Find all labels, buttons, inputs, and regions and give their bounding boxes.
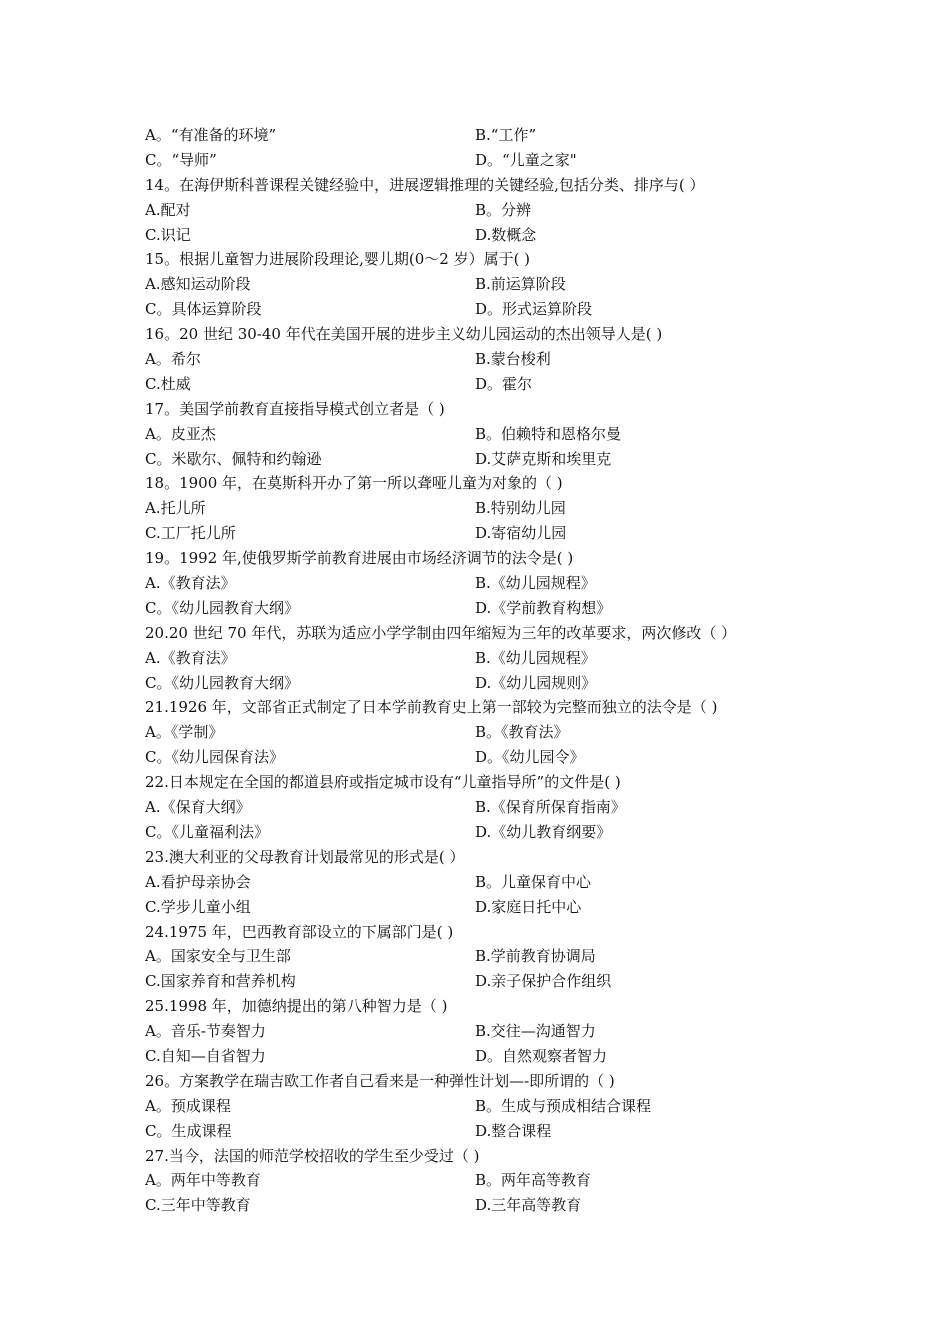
option-left: A。预成课程 [145,1096,231,1115]
question-stem: 21.1926 年，文部省正式制定了日本学前教育史上第一部较为完整而独立的法令是（ ) [145,698,718,717]
option-left: A.配对 [145,200,191,219]
option-row [145,198,805,223]
option-left: A。两年中等教育 [145,1171,261,1190]
option-left: C。《幼儿园教育大纲》 [145,598,299,617]
option-row [145,1094,805,1119]
option-right: D.数概念 [475,225,537,244]
question-stem: 17。美国学前教育直接指导模式创立者是（ ) [145,399,445,418]
option-right: B.学前教育协调局 [475,947,596,966]
option-right: B.《幼儿园规程》 [475,574,596,593]
option-right: B.《保育所保育指南》 [475,798,626,817]
option-row [145,671,805,696]
question-list [145,123,805,1218]
option-right: D.《幼儿教育纲要》 [475,822,612,841]
option-row [145,1168,805,1193]
option-row [145,347,805,372]
option-left: A.《教育法》 [145,574,236,593]
question-stem: 20.20 世纪 70 年代，苏联为适应小学学制由四年缩短为三年的改革要求，两次修改（ ） [145,623,737,642]
option-row [145,969,805,994]
question-stem: 23.澳大利亚的父母教育计划最常见的形式是( ） [145,847,465,866]
option-left: C.杜威 [145,374,191,393]
option-right: B.交往—沟通智力 [475,1022,596,1041]
option-right: B.蒙台梭利 [475,350,551,369]
option-row [145,646,805,671]
question-stem: 15。根据儿童智力进展阶段理论,婴儿期(0～2 岁）属于( ) [145,250,531,269]
option-left: C。“导师” [145,150,217,169]
option-left: A.《保育大纲》 [145,798,251,817]
option-right: D。形式运算阶段 [475,300,593,319]
option-row [145,422,805,447]
option-right: D。自然观察者智力 [475,1046,608,1065]
option-left: A。希尔 [145,350,201,369]
option-right: D.整合课程 [475,1121,552,1140]
option-right: B。儿童保育中心 [475,872,592,891]
option-right: D.艾萨克斯和埃里克 [475,449,612,468]
option-row [145,148,805,173]
option-left: C.学步儿童小组 [145,897,251,916]
option-row [145,1019,805,1044]
option-row [145,571,805,596]
option-left: C。米歇尔、佩特和约翰逊 [145,449,322,468]
option-row [145,521,805,546]
option-right: D.家庭日托中心 [475,897,582,916]
option-right: B。生成与预成相结合课程 [475,1096,652,1115]
option-row [145,372,805,397]
question-stem: 27.当今，法国的师范学校招收的学生至少受过（ ) [145,1146,480,1165]
option-row [145,745,805,770]
question-stem: 14。在海伊斯科普课程关键经验中，进展逻辑推理的关键经验,包括分类、排序与( ） [145,175,705,194]
option-right: B.“工作” [475,126,537,144]
option-right: D。霍尔 [475,374,533,393]
option-row [145,944,805,969]
option-row [145,496,805,521]
option-row [145,1044,805,1069]
question-stem: 22.日本规定在全国的都道县府或指定城市设有“儿童指导所”的文件是( ) [145,773,621,792]
option-right: D.三年高等教育 [475,1196,582,1215]
option-row [145,123,805,148]
option-right: B。伯赖特和恩格尔曼 [475,424,622,443]
option-left: C。《儿童福利法》 [145,822,269,841]
option-right: D。《幼儿园令》 [475,748,585,767]
question-stem: 26。方案教学在瑞吉欧工作者自己看来是一种弹性计划—-即所谓的（ ) [145,1071,615,1090]
option-right: D.《学前教育构想》 [475,598,612,617]
option-row [145,870,805,895]
option-left: A.托儿所 [145,499,206,518]
option-left: C.三年中等教育 [145,1196,251,1215]
option-left: A。音乐-节奏智力 [145,1022,266,1041]
option-right: D.《幼儿园规则》 [475,673,597,692]
option-right: B。《教育法》 [475,723,569,742]
option-left: C。《幼儿园教育大纲》 [145,673,299,692]
option-row [145,596,805,621]
question-stem: 19。1992 年,使俄罗斯学前教育进展由市场经济调节的法令是( ) [145,549,574,568]
option-row [145,1119,805,1144]
option-left: C。生成课程 [145,1121,232,1140]
option-left: A。皮亚杰 [145,424,216,443]
option-right: D。“儿童之家" [475,150,577,169]
option-right: D.亲子保护合作组织 [475,972,612,991]
question-stem: 16。20 世纪 30-40 年代在美国开展的进步主义幼儿园运动的杰出领导人是( ) [145,325,663,344]
option-row [145,820,805,845]
option-right: B.《幼儿园规程》 [475,648,596,667]
option-left: A。国家安全与卫生部 [145,947,291,966]
option-left: A。《学制》 [145,723,224,742]
option-right: B。两年高等教育 [475,1171,592,1190]
option-left: A。“有准备的环境” [145,126,277,144]
question-stem: 25.1998 年，加德纳提出的第八种智力是（ ) [145,997,448,1016]
option-row [145,272,805,297]
option-right: D.寄宿幼儿园 [475,524,567,543]
option-row [145,895,805,920]
option-row [145,1193,805,1218]
option-left: C.自知—自省智力 [145,1046,266,1065]
option-left: C.识记 [145,225,191,244]
option-row [145,795,805,820]
option-left: A.《教育法》 [145,648,236,667]
question-stem: 18。1900 年，在莫斯科开办了第一所以聋哑儿童为对象的（ ) [145,474,563,493]
option-row [145,720,805,745]
option-left: A.感知运动阶段 [145,275,251,294]
option-left: C。具体运算阶段 [145,300,262,319]
option-right: B。分辨 [475,200,532,219]
option-left: C。《幼儿园保育法》 [145,748,284,767]
option-left: A.看护母亲协会 [145,872,251,891]
option-right: B.前运算阶段 [475,275,566,294]
question-stem: 24.1975 年，巴西教育部设立的下属部门是( ) [145,922,454,941]
option-left: C.工厂托儿所 [145,524,236,543]
option-left: C.国家养育和营养机构 [145,972,296,991]
option-row [145,223,805,248]
option-row [145,297,805,322]
option-row [145,447,805,472]
option-right: B.特别幼儿园 [475,499,566,518]
